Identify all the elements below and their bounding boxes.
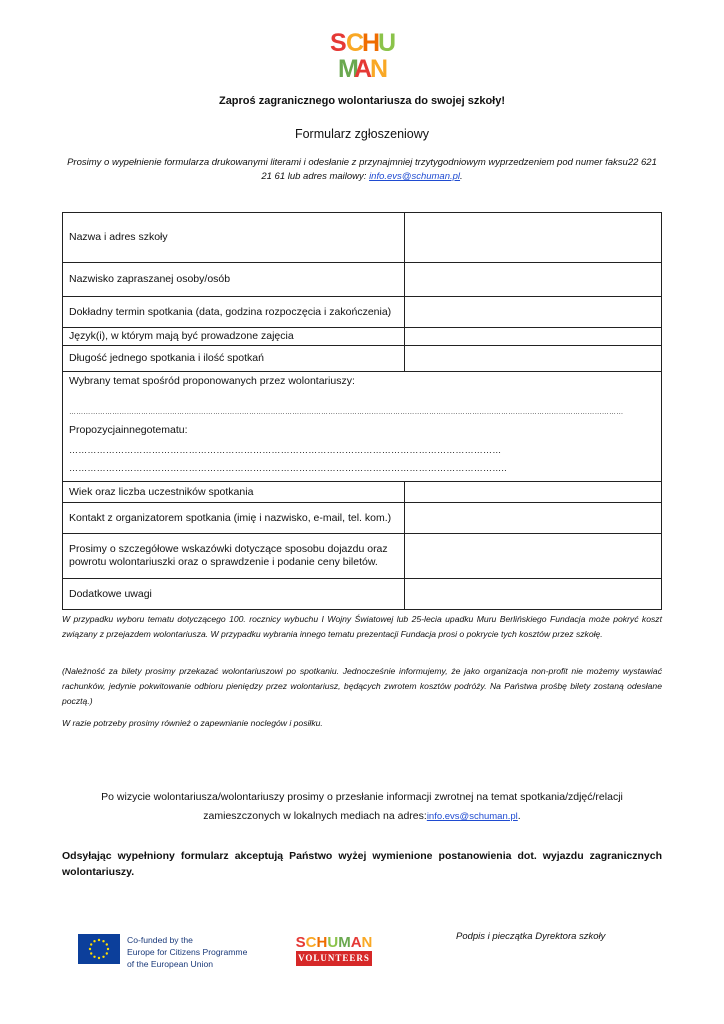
- label-age: Wiek oraz liczba uczestników spotkania: [63, 482, 405, 502]
- row-topic: [63, 372, 661, 482]
- eu-star-icon: [106, 943, 108, 945]
- volunteers-letter: N: [361, 934, 373, 951]
- after-visit-text: [62, 788, 662, 826]
- logo-letter: M: [338, 55, 359, 83]
- topic-cell[interactable]: [63, 372, 661, 481]
- eu-star-icon: [93, 940, 95, 942]
- eu-line-3: of the European Union: [127, 959, 214, 969]
- logo-letter: N: [370, 55, 389, 83]
- eu-star-icon: [98, 957, 100, 959]
- note-paragraph-3: [62, 716, 662, 731]
- label-notes: Dodatkowe uwagi: [63, 579, 405, 609]
- note-text-3: W razie potrzeby prosimy również o zapewnianie noclegów i posiłku.: [62, 718, 323, 728]
- label-date: Dokładny termin spotkania (data, godzina rozpoczęcia i zakończenia): [63, 297, 405, 327]
- note-paragraph-2: [62, 664, 662, 709]
- field-invitee[interactable]: [405, 263, 661, 296]
- row-school: [63, 213, 661, 263]
- intro-text: [62, 156, 662, 184]
- row-travel: [63, 534, 661, 579]
- label-duration: Długość jednego spotkania i ilość spotkań: [63, 346, 405, 371]
- intro-end: .: [460, 171, 463, 182]
- eu-star-icon: [98, 939, 100, 941]
- row-date: [63, 297, 661, 328]
- row-duration: [63, 346, 661, 372]
- eu-star-icon: [106, 952, 108, 954]
- note-text-1: W przypadku wyboru tematu dotyczącego 100. rocznicy wybuchu I Wojny Światowej lub 25-lecia upadku Muru Berlińskiego Fundacja może pokryć koszt związany z przejazdem wolontariusza. W przypadku wybrania innego tematu prezentacji Fundacja prosi o pokrycie tych kosztów przez szkołę.: [62, 614, 662, 639]
- eu-star-icon: [90, 943, 92, 945]
- logo-letter: S: [330, 29, 347, 57]
- logo-letter: C: [346, 29, 365, 57]
- label-language: Język(i), w którym mają być prowadzone zajęcia: [63, 328, 405, 345]
- eu-star-icon: [102, 956, 104, 958]
- acceptance-statement: Odsyłając wypełniony formularz akceptują Państwo wyżej wymienione postanowienia dot. wyjazdu zagranicznych wolontariuszy.: [62, 850, 662, 878]
- field-school[interactable]: [405, 213, 661, 262]
- row-language: [63, 328, 661, 346]
- eu-line-1: Co-funded by the: [127, 935, 193, 945]
- form-title: Formularz zgłoszeniowy: [294, 127, 430, 141]
- label-travel: Prosimy o szczegółowe wskazówki dotyczące sposobu dojazdu oraz powrotu wolontariuszki oraz o sprawdzenie i podanie ceny biletów.: [63, 534, 405, 578]
- volunteers-letter: A: [350, 934, 362, 951]
- field-duration[interactable]: [405, 346, 661, 371]
- logo-letter: H: [362, 29, 381, 57]
- label-invitee: Nazwisko zapraszanej osoby/osób: [63, 263, 405, 296]
- eu-star-icon: [89, 948, 91, 950]
- logo-row-top: [330, 29, 397, 57]
- signature-label: Podpis i pieczątka Dyrektora szkoły: [456, 931, 606, 942]
- after-visit-end: .: [517, 810, 521, 822]
- volunteers-letter: M: [338, 934, 351, 951]
- field-notes[interactable]: [405, 579, 661, 609]
- schuman-volunteers-logo: [296, 934, 372, 968]
- after-visit-body: Po wizycie wolontariusza/wolontariuszy prosimy o przesłanie informacji zwrotnej na temat spotkania/zdjęć/relacji zamieszczonych w lokalnych mediach na adres:: [101, 791, 623, 822]
- volunteers-letter: H: [316, 934, 328, 951]
- label-topic: Wybrany temat spośród proponowanych przez wolontariuszy:: [69, 375, 355, 387]
- note-text-2: (Należność za bilety prosimy przekazać wolontariuszowi po spotkaniu. Jednocześnie informujemy, że jako organizacja non-profit nie możemy wystawiać rachunków, jedynie pokwitowanie odbioru pieniędzy przez wolontariusz, będących zwrotem kosztów podróży. Na Państwa prośbę bilety zostaną odesłane pocztą.): [62, 666, 662, 706]
- eu-stars-icon: [78, 934, 120, 964]
- eu-line-2: Europe for Citizens Programme: [127, 947, 248, 957]
- volunteers-letter: C: [305, 934, 317, 951]
- proposal-dots-1: ……………………………………………………………………………………………………………………………: [69, 445, 502, 455]
- field-travel[interactable]: [405, 534, 661, 578]
- intro-body: Prosimy o wypełnienie formularza drukowanymi literami i odesłanie z przynajmniej trzytygodniowym wyprzedzeniem pod numer faksu22 621 21 61 lub adres mailowy:: [67, 157, 657, 182]
- intro-email-link[interactable]: info.evs@schuman.pl: [369, 171, 461, 182]
- logo-letter: U: [378, 29, 397, 57]
- proposal-dots-2: ……………………………………………………………………………………………………………………………..: [69, 463, 507, 473]
- eu-flag-icon: [78, 934, 120, 964]
- volunteers-letter: U: [327, 934, 339, 951]
- note-paragraph-1: [62, 612, 662, 642]
- field-contact[interactable]: [405, 503, 661, 533]
- row-notes: [63, 579, 661, 609]
- after-visit-email-link[interactable]: info.evs@schuman.pl: [426, 811, 518, 822]
- row-age: [63, 482, 661, 503]
- logo-letter: A: [354, 55, 373, 83]
- field-language[interactable]: [405, 328, 661, 345]
- logo-row-bottom: [330, 56, 394, 82]
- eu-funding-text: [127, 934, 247, 970]
- volunteers-letter: S: [295, 934, 306, 951]
- row-contact: [63, 503, 661, 534]
- label-proposal: Propozycjainnegotematu:: [69, 424, 188, 436]
- eu-star-icon: [93, 956, 95, 958]
- application-form-table: [62, 212, 662, 610]
- eu-star-icon: [102, 940, 104, 942]
- topic-dots: ……………………………………………………………………………………………………………………………………………………………………………………………………………: [69, 409, 624, 416]
- volunteers-label: VOLUNTEERS: [296, 951, 372, 966]
- field-age[interactable]: [405, 482, 661, 502]
- field-date[interactable]: [405, 297, 661, 327]
- eu-star-icon: [107, 948, 109, 950]
- row-invitee: [63, 263, 661, 297]
- label-school: Nazwa i adres szkoły: [63, 213, 405, 262]
- eu-star-icon: [90, 952, 92, 954]
- volunteers-wordmark: [296, 934, 372, 951]
- headline: Zaproś zagranicznego wolontariusza do swojej szkoły!: [218, 95, 506, 107]
- label-contact: Kontakt z organizatorem spotkania (imię i nazwisko, e-mail, tel. kom.): [63, 503, 405, 533]
- schuman-logo: [330, 29, 397, 83]
